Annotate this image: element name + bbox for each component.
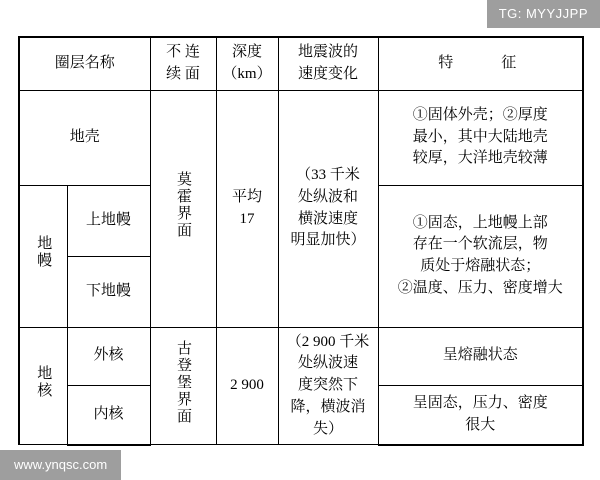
feature-mantle-line2: 存在一个软流层，物 xyxy=(412,236,548,253)
row-label-outer-core: 外核 xyxy=(67,327,150,386)
feature-crust-line2: 最小，其中大陆地壳 xyxy=(412,128,548,145)
geology-table-container xyxy=(18,36,582,446)
wave-gut-line3: 度突然下 xyxy=(298,377,359,393)
depth-2900: 2 900 xyxy=(216,327,278,445)
discontinuity-moho-text: 莫霍界面 xyxy=(175,170,192,239)
depth-average-17-line2: 17 xyxy=(239,210,255,227)
header-discontinuity-line1: 不 连 xyxy=(166,44,200,60)
feature-mantle xyxy=(378,185,583,327)
feature-mantle-line3: 质处于熔融状态； xyxy=(420,258,541,274)
table-header-row xyxy=(19,37,583,90)
feature-crust xyxy=(378,90,583,185)
header-layer-name xyxy=(19,37,150,90)
header-discontinuity xyxy=(150,37,216,90)
depth-average-17-line1: 平均 xyxy=(232,188,263,205)
header-layer-name-text: 圈层名称 xyxy=(54,54,115,71)
row-label-lower-mantle: 下地幔 xyxy=(67,256,150,327)
telegram-watermark: TG: MYYJJPP xyxy=(487,0,600,28)
discontinuity-gutenberg-text: 古登堡界面 xyxy=(175,339,192,425)
wave-moho-line4: 明显加快） xyxy=(290,232,366,249)
header-discontinuity-line2: 续 面 xyxy=(166,65,200,82)
table-row-outer-core xyxy=(19,327,583,386)
wave-change-moho xyxy=(278,90,378,327)
wave-gut-line4: 降，横波消 xyxy=(290,398,366,415)
earth-layers-table xyxy=(18,36,584,446)
row-label-core xyxy=(19,327,67,445)
wave-gut-line1: （2 900 千米 xyxy=(286,333,370,350)
feature-crust-line3: 较厚，大洋地壳较薄 xyxy=(412,150,548,167)
wave-change-gutenberg xyxy=(278,327,378,445)
feature-mantle-line4: ②温度、压力、密度增大 xyxy=(397,279,563,296)
feature-inner-core-line2: 很大 xyxy=(465,416,496,433)
depth-average-17 xyxy=(216,90,278,327)
site-watermark: www.ynqsc.com xyxy=(0,450,121,480)
feature-mantle-line1: ①固态，上地幔上部 xyxy=(412,214,548,231)
discontinuity-moho xyxy=(150,90,216,327)
feature-inner-core-line1: 呈固态，压力、密度 xyxy=(412,395,548,412)
row-label-core-text: 地核 xyxy=(35,365,52,399)
wave-gut-line2: 处纵波速 xyxy=(298,355,359,372)
header-features: 特 征 xyxy=(378,37,583,90)
row-label-mantle-text: 地幔 xyxy=(35,235,52,270)
row-label-inner-core: 内核 xyxy=(67,386,150,445)
header-depth-line2: （km） xyxy=(222,65,272,82)
wave-moho-line2: 处纵波和 xyxy=(298,188,359,205)
feature-inner-core xyxy=(378,386,583,445)
table-row-crust xyxy=(19,90,583,185)
row-label-upper-mantle: 上地幔 xyxy=(67,185,150,256)
row-label-crust: 地壳 xyxy=(19,90,150,185)
header-depth-line1: 深度 xyxy=(232,44,263,60)
header-depth xyxy=(216,37,278,90)
row-label-mantle xyxy=(19,185,67,327)
wave-moho-line1: （33 千米 xyxy=(296,167,360,183)
wave-moho-line3: 横波速度 xyxy=(298,210,359,227)
discontinuity-gutenberg xyxy=(150,327,216,445)
header-wave-speed xyxy=(278,37,378,90)
header-wave-line1: 地震波的 xyxy=(298,44,359,60)
wave-gut-line5: 失） xyxy=(313,420,344,437)
header-wave-line2: 速度变化 xyxy=(298,65,359,82)
feature-outer-core: 呈熔融状态 xyxy=(378,327,583,386)
feature-crust-line1: ①固体外壳；②厚度 xyxy=(412,106,548,123)
